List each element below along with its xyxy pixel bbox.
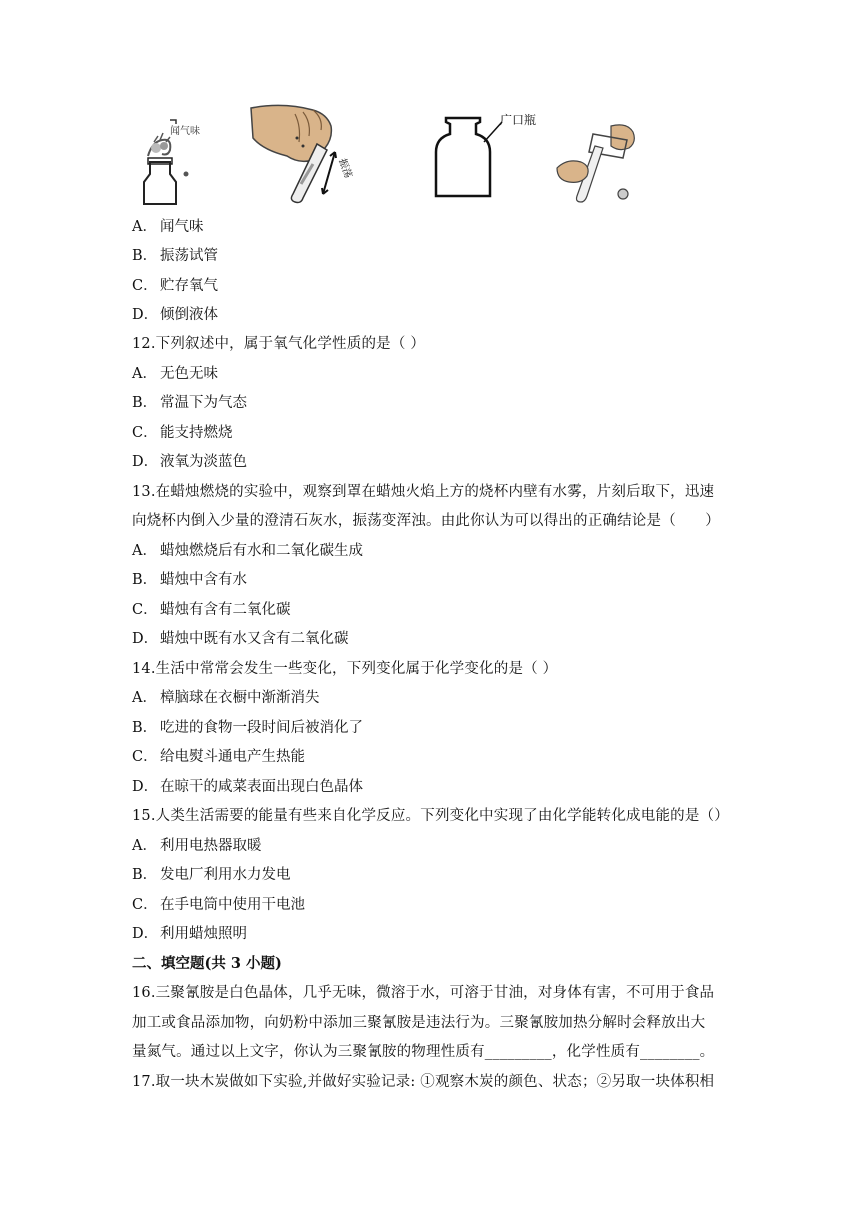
option-key: C． [132,749,158,765]
option-key: A． [132,838,157,854]
q16-line2: 加工或食品添加物，向奶粉中添加三聚氰胺是违法行为。三聚氰胺加热分解时会释放出大 [132,1015,706,1031]
option-text: 能支持燃烧 [160,425,233,441]
shake-test-tube-figure [243,98,361,206]
q11-option-c [132,276,218,296]
option-key: C． [132,278,158,294]
option-key: A． [132,219,157,235]
q13-option-b [132,570,247,590]
q12-option-a [132,364,218,384]
q12-option-d [132,452,247,472]
smell-label: 闻气味 [170,126,200,137]
option-text: 给电熨斗通电产生热能 [160,749,305,765]
q11-option-d [132,305,218,325]
option-key: D． [132,926,159,942]
option-text: 在晾干的咸菜表面出现白色晶体 [160,779,363,795]
option-key: D． [132,307,159,323]
q14-stem: 14.生活中常常会发生一些变化，下列变化属于化学变化的是（ ） [132,661,558,677]
wide-mouth-bottle-figure [432,108,542,200]
q15-option-c [132,895,305,915]
q16-line1: 16.三聚氰胺是白色晶体，几乎无味，微溶于水，可溶于甘油，对身体有害，不可用于食品 [132,985,715,1001]
q12-option-b [132,393,247,413]
q13-stem-line1: 13.在蜡烛燃烧的实验中，观察到罩在蜡烛火焰上方的烧杯内壁有水雾，片刻后取下，迅速 [132,484,715,500]
option-text: 吃进的食物一段时间后被消化了 [160,720,363,736]
option-text: 常温下为气态 [160,395,247,411]
option-key: B． [132,248,158,264]
q13-option-c [132,600,291,620]
option-text: 蜡烛中含有水 [160,572,247,588]
option-key: B． [132,572,158,588]
option-key: A． [132,543,157,559]
option-key: C． [132,602,158,618]
option-text: 闻气味 [160,219,204,235]
option-text: 蜡烛有含有二氧化碳 [160,602,291,618]
shake-label: 振荡 [336,157,354,180]
q13-option-a [132,541,363,561]
option-key: D． [132,631,159,647]
option-key: D． [132,454,159,470]
q17-line1: 17.取一块木炭做如下实验,并做好实验记录: ①观察木炭的颜色、状态；②另取一块体积相 [132,1074,715,1090]
option-key: A． [132,366,157,382]
option-key: B． [132,867,158,883]
option-key: D． [132,779,159,795]
pour-liquid-figure [553,118,643,204]
q11-option-a [132,217,204,237]
option-key: C． [132,897,158,913]
option-text: 液氧为淡蓝色 [160,454,247,470]
section-heading: 二、填空题(共 3 小题) [132,955,282,972]
option-text: 无色无味 [160,366,218,382]
q15-option-b [132,865,291,885]
option-text: 振荡试管 [160,248,218,264]
q14-option-c [132,747,305,767]
option-text: 利用电热器取暖 [160,838,262,854]
option-text: 蜡烛燃烧后有水和二氧化碳生成 [160,543,363,559]
option-key: B． [132,395,158,411]
jar-label: 广口瓶 [500,113,537,127]
q13-option-d [132,629,349,649]
smell-gas-figure [132,112,200,208]
q15-option-a [132,836,262,856]
option-key: A． [132,690,157,706]
option-text: 樟脑球在衣橱中渐渐消失 [160,690,320,706]
q14-option-a [132,688,320,708]
q15-option-d [132,924,247,944]
option-key: B． [132,720,158,736]
option-key: C． [132,425,158,441]
q14-option-d [132,777,363,797]
option-text: 蜡烛中既有水又含有二氧化碳 [160,631,349,647]
q15-stem: 15.人类生活需要的能量有些来自化学反应。下列变化中实现了由化学能转化成电能的是（） [132,808,729,824]
option-text: 发电厂利用水力发电 [160,867,291,883]
q12-option-c [132,423,233,443]
option-text: 在手电筒中使用干电池 [160,897,305,913]
option-text: 贮存氧气 [160,278,218,294]
option-text: 倾倒液体 [160,307,218,323]
q11-option-b [132,246,218,266]
option-text: 利用蜡烛照明 [160,926,247,942]
q16-line3: 量氮气。通过以上文字，你认为三聚氰胺的物理性质有_________，化学性质有________。 [132,1044,715,1060]
q12-stem: 12.下列叙述中，属于氧气化学性质的是（ ） [132,336,426,352]
q14-option-b [132,718,363,738]
q13-stem-line2: 向烧杯内倒入少量的澄清石灰水，振荡变浑浊。由此你认为可以得出的正确结论是（ ） [132,513,720,529]
